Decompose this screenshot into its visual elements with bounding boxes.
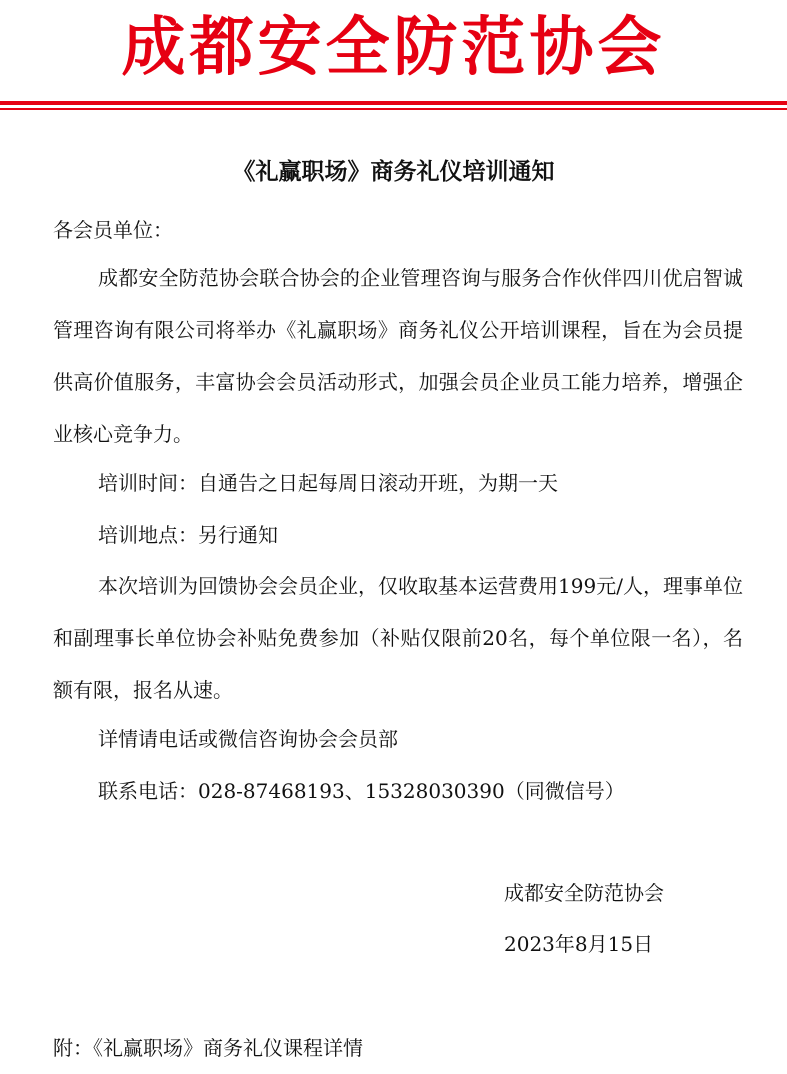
notice-title: 《礼赢职场》商务礼仪培训通知 (232, 158, 555, 185)
signature-org: 成都安全防范协会 (504, 881, 664, 905)
training-time: 培训时间：自通告之日起每周日滚动开班，为期一天 (98, 471, 558, 495)
letterhead-divider-thick (0, 101, 787, 105)
contact-phone: 联系电话：028-87468193、15328030390（同微信号） (98, 779, 625, 803)
attachment-note: 附：《礼赢职场》商务礼仪课程详情 (53, 1036, 363, 1060)
training-location: 培训地点：另行通知 (98, 523, 278, 547)
salutation: 各会员单位： (53, 218, 173, 242)
fee-paragraph: 本次培训为回馈协会会员企业，仅收取基本运营费用199元/人，理事单位和副理事长单位协会补贴免费参加（补贴仅限前20名，每个单位限一名），名额有限，报名从速。 (53, 574, 743, 702)
letterhead-org-name: 成都安全防范协会 (121, 11, 666, 85)
inquiry-line: 详情请电话或微信咨询协会会员部 (98, 727, 398, 751)
intro-paragraph: 成都安全防范协会联合协会的企业管理咨询与服务合作伙伴四川优启智诚管理咨询有限公司将举办《礼赢职场》商务礼仪公开培训课程，旨在为会员提供高价值服务，丰富协会会员活动形式，加强会员企业员工能力培养，增强企业核心竞争力。 (53, 266, 743, 446)
letterhead-divider-thin (0, 108, 787, 110)
signature-date: 2023年8月15日 (504, 932, 654, 956)
